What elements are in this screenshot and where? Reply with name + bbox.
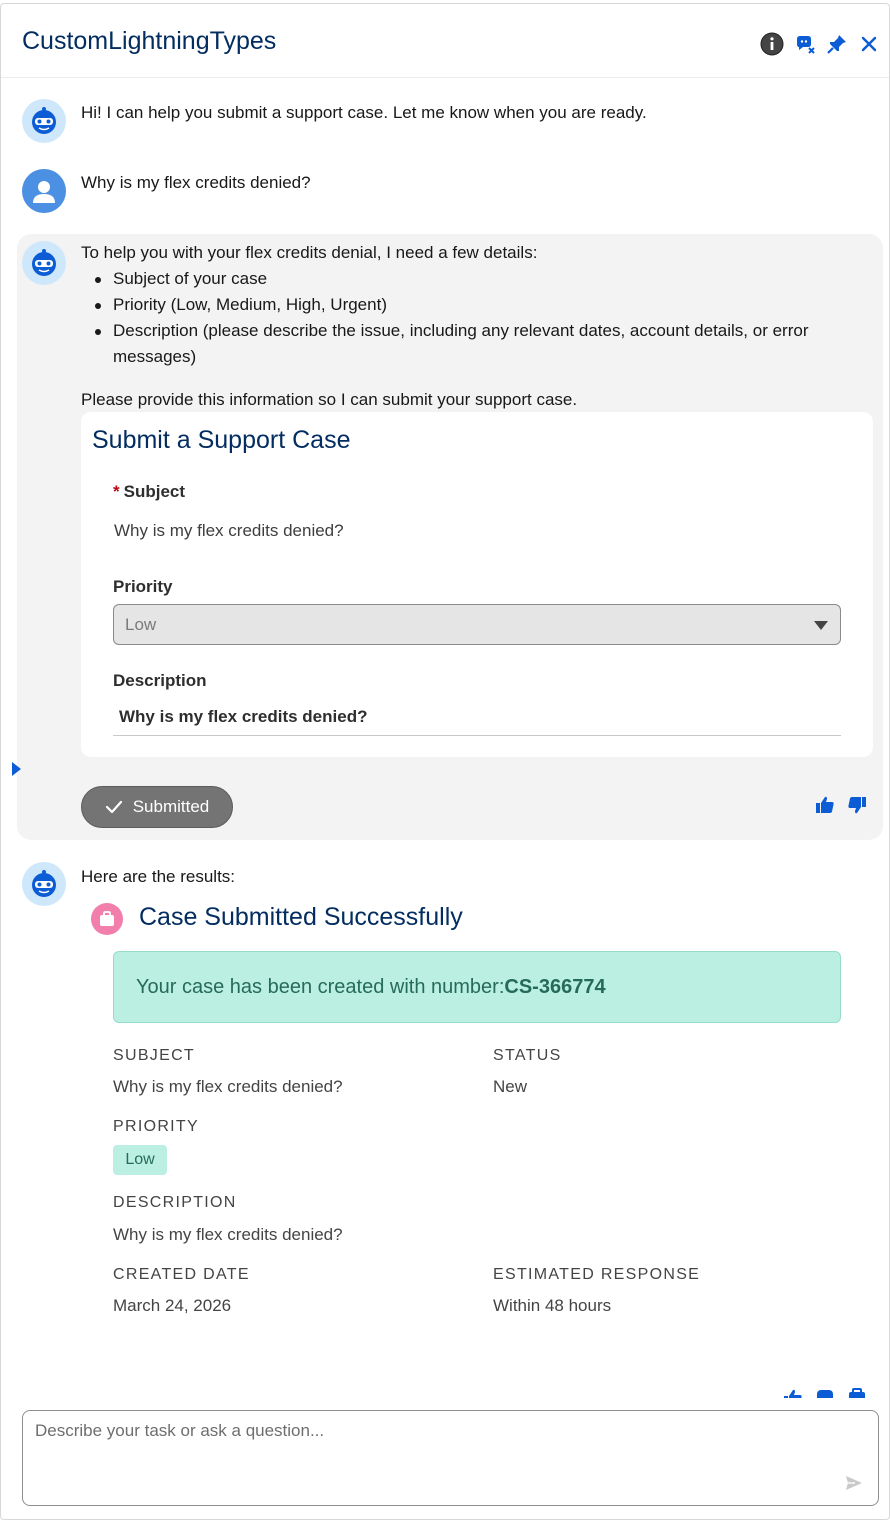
result-response-label: ESTIMATED RESPONSE: [493, 1266, 701, 1283]
case-number: CS-366774: [504, 976, 606, 998]
message-composer: [22, 1410, 879, 1506]
chat-panel: [0, 3, 890, 1520]
result-description-label: DESCRIPTION: [113, 1194, 237, 1211]
result-created-value: March 24, 2026: [113, 1296, 232, 1315]
result-subject-value: Why is my flex credits denied?: [113, 1077, 343, 1096]
submitted-label: Submitted: [132, 797, 210, 816]
list-item-text-continued: messages): [113, 347, 197, 366]
agent-robot-icon: [29, 869, 59, 899]
form-title: Submit a Support Case: [92, 426, 351, 454]
thumbs-down-icon[interactable]: [814, 1388, 836, 1398]
agent-outro-text: Please provide this information so I can submit your support case.: [81, 390, 578, 409]
support-case-form: [81, 412, 873, 757]
pin-icon[interactable]: [825, 32, 849, 56]
success-message-box: [113, 951, 841, 1023]
thumbs-down-icon[interactable]: [846, 794, 868, 816]
result-subject-label: SUBJECT: [113, 1047, 195, 1064]
required-indicator: *: [113, 482, 120, 501]
agent-avatar: [22, 99, 66, 143]
copy-icon[interactable]: [846, 1388, 868, 1398]
panel-header: [1, 4, 889, 78]
subject-value: Why is my flex credits denied?: [114, 521, 344, 540]
check-icon: [105, 800, 123, 814]
success-text: Your case has been created with number:CS-366774: [136, 976, 606, 998]
user-icon: [30, 177, 58, 205]
chevron-down-icon: [814, 621, 828, 630]
result-status-value: New: [493, 1077, 528, 1096]
agent-avatar: [22, 862, 66, 906]
thumbs-up-icon[interactable]: [814, 794, 836, 816]
result-title: Case Submitted Successfully: [139, 903, 463, 931]
case-icon: [91, 903, 123, 935]
message-input[interactable]: [23, 1411, 878, 1505]
requirements-list: [113, 266, 873, 370]
results-intro-text: Here are the results:: [81, 867, 236, 886]
priority-selected-value: Low: [125, 615, 157, 634]
agent-avatar: [22, 241, 66, 285]
user-question-text: Why is my flex credits denied?: [81, 173, 311, 192]
send-icon[interactable]: [844, 1473, 864, 1493]
result-status-label: STATUS: [493, 1047, 562, 1064]
list-item: [113, 318, 873, 370]
result-priority-label: PRIORITY: [113, 1118, 199, 1135]
subject-label: * Subject: [113, 482, 186, 501]
list-item: Priority (Low, Medium, High, Urgent): [113, 292, 873, 318]
info-icon[interactable]: [760, 32, 784, 56]
agent-intro-text: To help you with your flex credits denial, I need a few details:: [81, 243, 538, 262]
description-underline: [113, 735, 841, 736]
result-description-value: Why is my flex credits denied?: [113, 1225, 343, 1244]
agent-greeting-text: Hi! I can help you submit a support case. Let me know when you are ready.: [81, 103, 647, 122]
user-avatar: [22, 169, 66, 213]
agent-off-icon[interactable]: [793, 32, 817, 56]
priority-select[interactable]: [113, 604, 841, 645]
agent-robot-icon: [29, 106, 59, 136]
agent-robot-icon: [29, 248, 59, 278]
description-label: Description: [113, 671, 207, 690]
priority-badge: Low: [113, 1145, 167, 1175]
result-response-value: Within 48 hours: [493, 1296, 612, 1315]
list-item-text: Description (please describe the issue, including any relevant dates, account details, or error: [113, 321, 809, 340]
expand-caret-icon[interactable]: [12, 762, 21, 776]
description-value[interactable]: Why is my flex credits denied?: [119, 707, 368, 726]
panel-title: CustomLightningTypes: [22, 27, 277, 55]
submitted-button[interactable]: [81, 786, 233, 828]
close-icon[interactable]: [857, 32, 881, 56]
list-item: Subject of your case: [113, 266, 873, 292]
thumbs-up-icon[interactable]: [782, 1388, 804, 1398]
result-created-label: CREATED DATE: [113, 1266, 250, 1283]
priority-label: Priority: [113, 577, 173, 596]
